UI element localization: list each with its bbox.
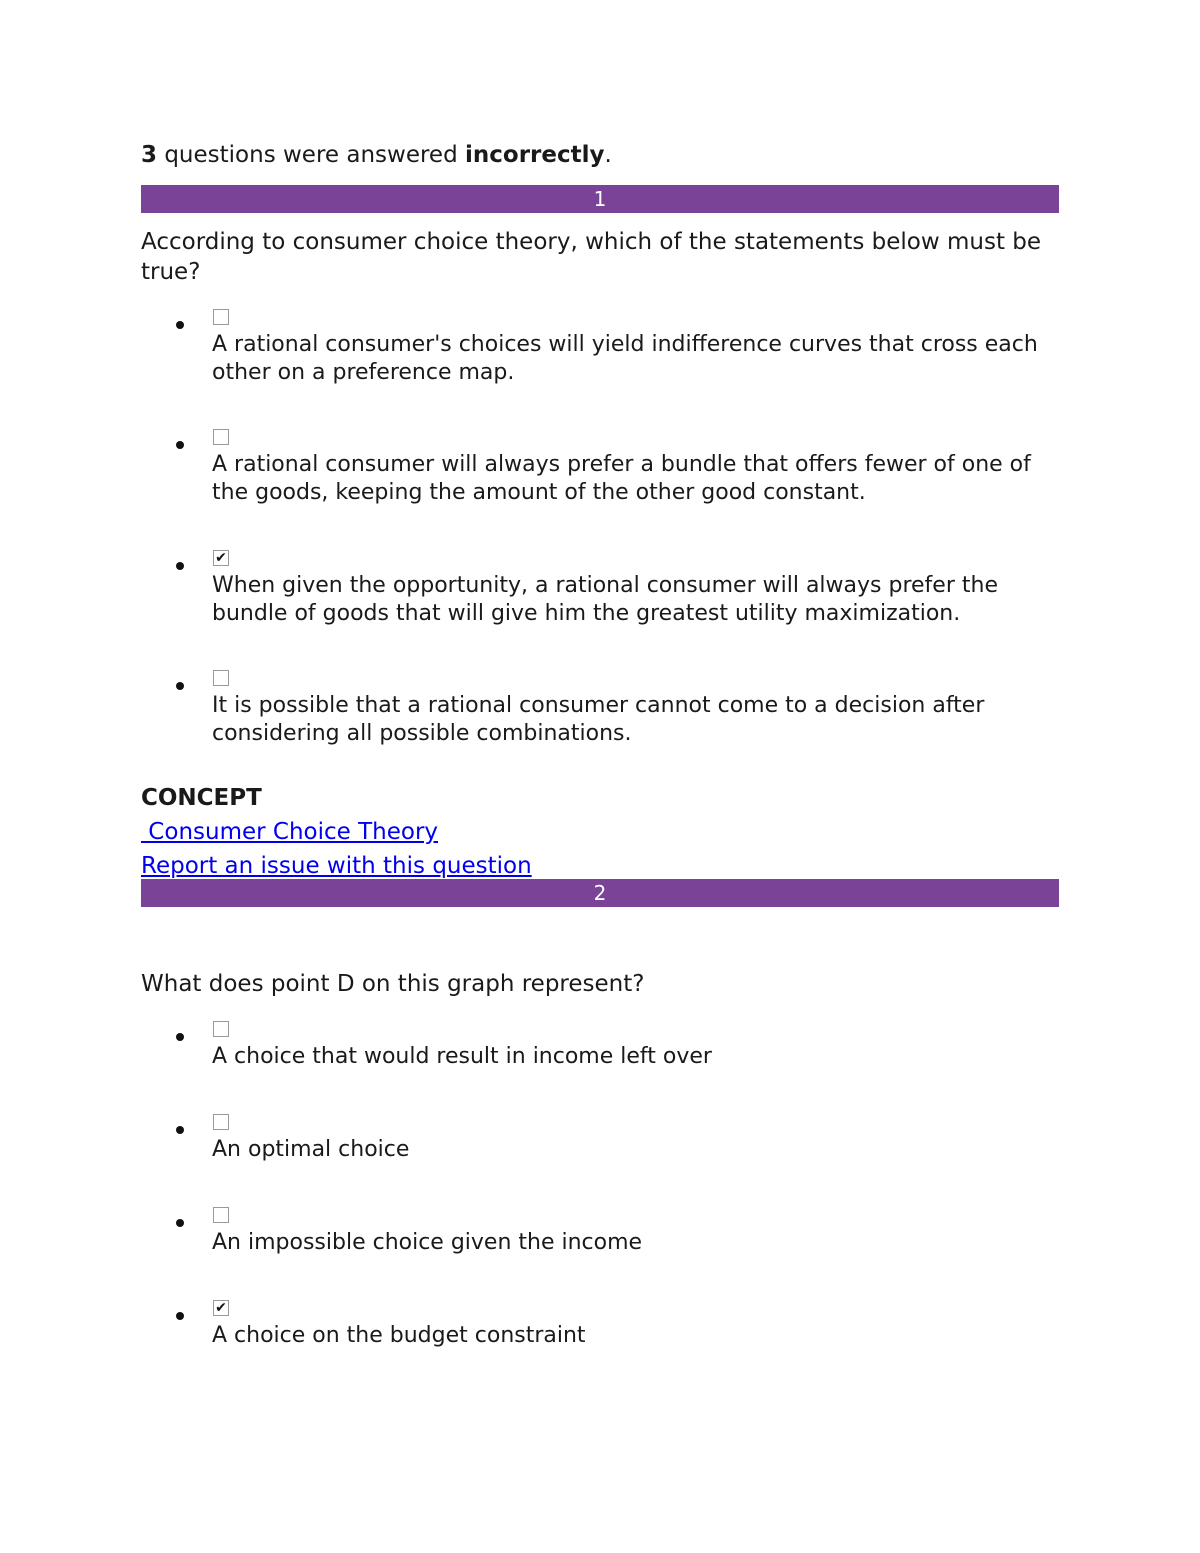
checkbox[interactable] [213,1021,229,1037]
summary-text: questions were answered [157,142,465,168]
bullet-icon [176,562,184,570]
answer-option-text: An impossible choice given the income [212,1230,643,1255]
results-summary [141,140,612,170]
answer-option-text: An optimal choice [212,1137,410,1162]
checkmark-icon: ✔ [215,550,227,566]
checkbox[interactable] [213,1207,229,1223]
checkbox-checked[interactable] [213,1300,229,1316]
answer-option-text: A choice on the budget constraint [212,1323,586,1348]
answer-option-text: A rational consumer's choices will yield indifference curves that cross each other on a preference map. [212,332,1038,385]
checkmark-icon: ✔ [215,1300,227,1316]
bullet-icon [176,682,184,690]
question-number-bar: 1 [141,185,1059,213]
checkbox[interactable] [213,1114,229,1130]
bullet-icon [176,1126,184,1134]
bullet-icon [176,1033,184,1041]
summary-end: . [604,142,612,168]
bullet-icon [176,441,184,449]
bullet-icon [176,321,184,329]
concept-heading: CONCEPT [141,785,262,811]
incorrect-count: 3 [141,142,158,168]
bullet-icon [176,1312,184,1320]
question-prompt: According to consumer choice theory, which of the statements below must be true? [141,229,1042,285]
checkbox[interactable] [213,309,229,325]
answer-option-text: When given the opportunity, a rational consumer will always prefer the bundle of goods that will give him the greatest utility maximization. [212,573,998,626]
checkbox[interactable] [213,429,229,445]
answer-option-text: A choice that would result in income left over [212,1044,712,1069]
answer-option-text: It is possible that a rational consumer cannot come to a decision after considering all possible combinations. [212,693,985,746]
question-prompt: What does point D on this graph represent? [141,971,645,997]
checkbox[interactable] [213,670,229,686]
summary-emphasis: incorrectly [465,142,605,168]
answer-option-text: A rational consumer will always prefer a bundle that offers fewer of one of the goods, keeping the amount of the other good constant. [212,452,1031,505]
concept-link[interactable]: Consumer Choice Theory [141,819,439,845]
checkbox-checked[interactable] [213,550,229,566]
report-issue-link[interactable]: Report an issue with this question [141,853,532,879]
question-number-bar: 2 [141,879,1059,907]
bullet-icon [176,1219,184,1227]
